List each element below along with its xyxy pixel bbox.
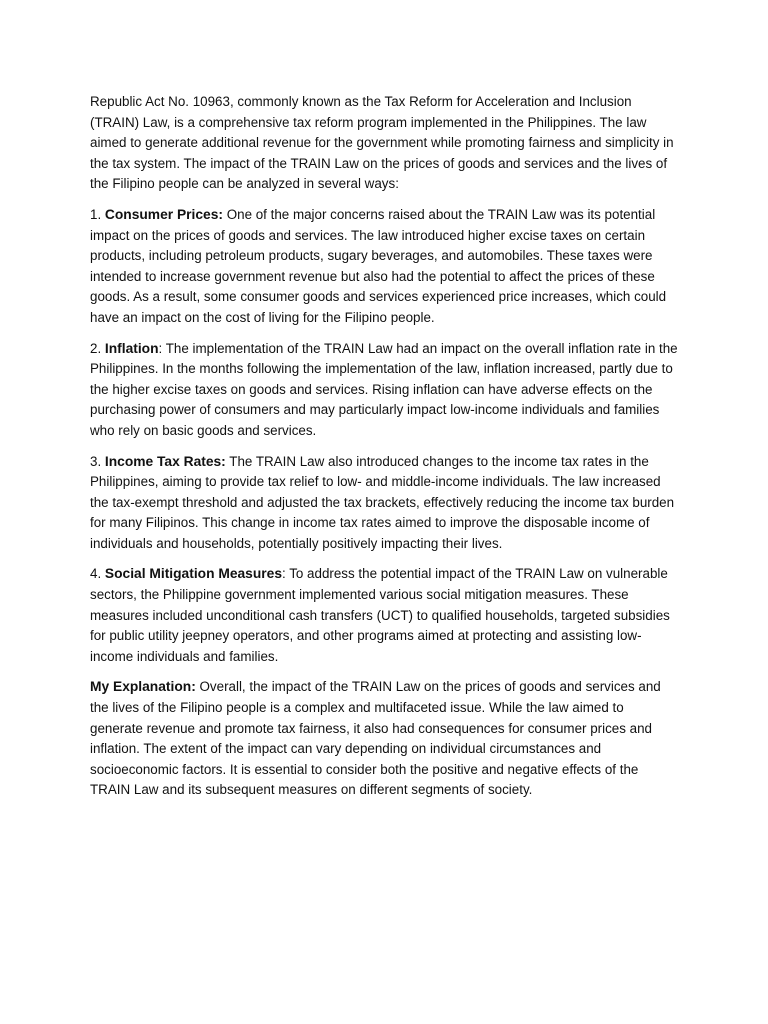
section-body: The TRAIN Law also introduced changes to the income tax rates in the Philippines, aiming to provide tax relief to low- and middle-income individuals. The law increased the tax-exempt threshold and adjusted the tax brackets, effectively reducing the income tax burden for many Filipinos. This change in income tax rates aimed to improve the disposable income of individuals and households, potentially positively impacting their lives. (90, 453, 675, 551)
explanation-paragraph (90, 677, 678, 801)
section-number: 4. (90, 566, 105, 582)
explanation-heading: My Explanation: (90, 679, 196, 695)
section-body: One of the major concerns raised about the TRAIN Law was its potential impact on the prices of goods and services. The law introduced higher excise taxes on certain products, including petroleum products, sugary beverages, and automobiles. These taxes were intended to increase government revenue but also had the potential to affect the prices of these goods. As a result, some consumer goods and services experienced price increases, which could have an impact on the cost of living for the Filipino people. (90, 206, 667, 325)
section-body: : The implementation of the TRAIN Law had an impact on the overall inflation rate in the Philippines. In the months following the implementation of the law, inflation increased, partly due to the higher excise taxes on goods and services. Rising inflation can have adverse effects on the purchasing power of consumers and may particularly impact low-income individuals and families who rely on basic goods and services. (90, 340, 678, 438)
explanation-body: Overall, the impact of the TRAIN Law on the prices of goods and services and the lives of the Filipino people is a complex and multifaceted issue. While the law aimed to generate revenue and promote tax fairness, it also had consequences for consumer prices and inflation. The extent of the impact can vary depending on individual circumstances and socioeconomic factors. It is essential to consider both the positive and negative effects of the TRAIN Law and its subsequent measures on different segments of society. (90, 679, 661, 798)
section-number: 1. (90, 206, 105, 222)
section-number: 3. (90, 453, 105, 469)
section-heading: Inflation (104, 340, 159, 356)
intro-paragraph: Republic Act No. 10963, commonly known as the Tax Reform for Acceleration and Inclusion (TRAIN) Law, is a comprehensive tax reform program implemented in the Philippines. The law aimed to generate additional revenue for the government while promoting fairness and simplicity in the tax system. The impact of the TRAIN Law on the prices of goods and services and the lives of the Filipino people can be analyzed in several ways: (90, 94, 674, 192)
document-page (90, 92, 678, 811)
section-heading: Income Tax Rates: (104, 453, 226, 469)
section-heading: Consumer Prices: (104, 206, 223, 222)
section-number: 2. (90, 340, 105, 356)
section-inflation (90, 339, 678, 442)
section-heading: Social Mitigation Measures (104, 566, 282, 582)
section-social-mitigation-measures (90, 564, 678, 667)
section-income-tax-rates (90, 452, 678, 555)
section-body: : To address the potential impact of the TRAIN Law on vulnerable sectors, the Philippine government implemented various social mitigation measures. These measures included unconditional cash transfers (UCT) to qualified households, targeted subsidies for public utility jeepney operators, and other programs aimed at protecting and assisting low-income individuals and families. (90, 566, 670, 664)
section-consumer-prices (90, 205, 678, 329)
